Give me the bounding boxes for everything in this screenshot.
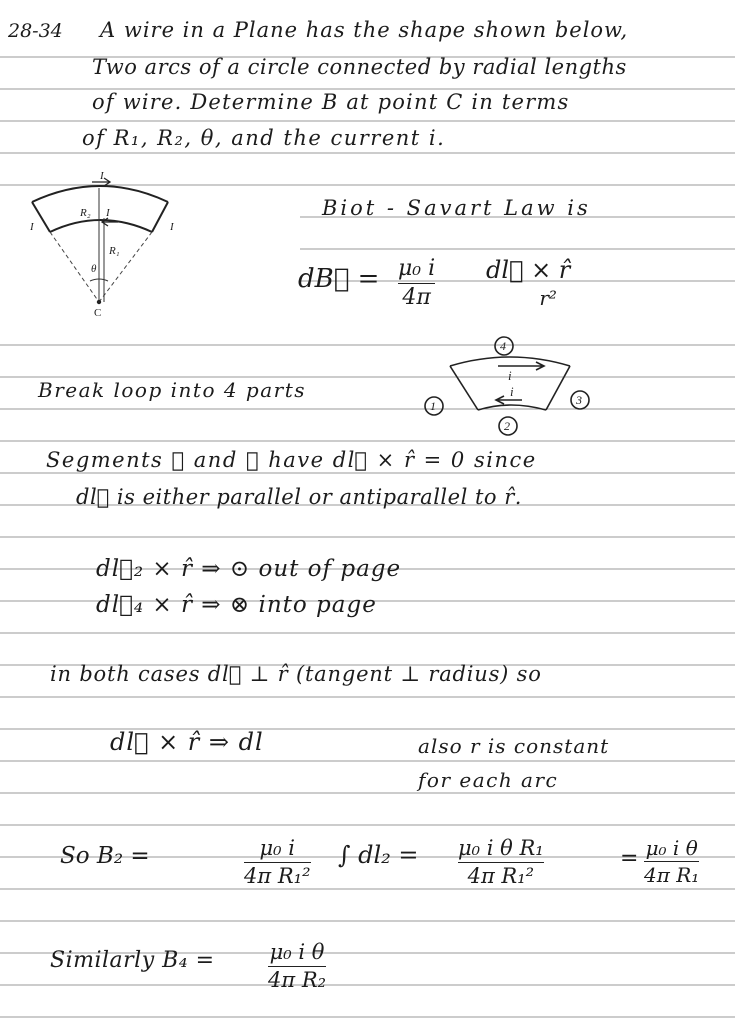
segment-2-number: 2 [504,419,510,433]
wire-figure [20,168,190,320]
segment-3-number: 3 [576,393,582,407]
segment-4-current: i [508,368,512,383]
b2-fraction-1 [244,838,311,887]
problem-line-1: A wire in a Plane has the shape shown below, [100,18,629,42]
b4-fraction [268,942,326,991]
theta-label: θ [91,263,97,275]
segment-2-current: i [510,384,514,399]
both-cases-text: in both cases dl⃗ ⊥ r̂ (tangent ⊥ radius) so [50,662,542,686]
r1-label: R₁ [109,245,120,257]
segment-2-arrow [496,396,522,404]
fraction-bar [458,862,544,863]
loop-parts-figure [412,334,600,444]
right-radius-dashed [99,232,152,302]
segment-4-number: 4 [500,339,506,353]
fraction-bar [244,862,311,863]
cross-product-4: dl⃗₄ × r̂ ⇒ ⊗ into page [96,592,377,618]
biot-savart-heading: Biot - Savart Law is [322,196,591,220]
wire-diagram [20,168,190,320]
b4-prefix: Similarly B₄ = [50,948,215,973]
problem-line-4: of R₁, R₂, θ, and the current i. [82,126,446,150]
segments-text-2: dl⃗ is either parallel or antiparallel to r̂. [76,485,522,509]
problem-line-3: of wire. Determine B at point C in terms [92,90,570,114]
b2-fraction-2 [458,838,544,887]
b4-fraction-numerator: μ₀ i θ [269,940,325,964]
also-text-1: also r is constant [418,734,610,758]
r2-label: R₂ [80,207,91,219]
integrand-numerator: dl⃗ × r̂ [486,256,571,284]
loop-parts-diagram [412,334,600,444]
inner-arc [50,220,152,232]
right-current-label: I [170,221,174,233]
biot-savart-lhs: dB⃗ = [298,264,380,294]
fraction-bar [268,966,326,967]
fraction-bar [644,861,699,862]
problem-number: 28-34 [8,20,63,42]
biot-savart-coefficient [398,258,435,309]
dl-cross-r-result: dl⃗ × r̂ ⇒ dl [110,728,264,756]
segment-1-line [450,366,478,410]
b4-fraction-denominator: 4π R₂ [268,968,327,992]
b2-fraction-3 [644,838,699,885]
b2-fraction-2-denominator: 4π R₁² [467,864,535,888]
break-loop-text: Break loop into 4 parts [38,378,307,402]
inner-current-label: I [106,207,110,219]
coefficient-denominator: 4π [402,285,431,310]
outer-arc [32,186,168,202]
b2-integral: ∫ dl₂ = [338,841,419,869]
b2-equals: = [620,846,639,871]
b2-fraction-2-numerator: μ₀ i θ R₁ [458,836,544,860]
problem-line-2: Two arcs of a circle connected by radial lengths [92,55,627,79]
segment-2-arc [478,405,546,410]
coefficient-numerator: μ₀ i [398,256,436,281]
segment-4-arrow [498,362,544,370]
cross-product-2: dl⃗₂ × r̂ ⇒ ⊙ out of page [96,556,402,582]
right-radial-segment [152,202,168,232]
left-radial-segment [32,202,50,232]
b2-prefix: So B₂ = [60,843,150,869]
b2-fraction-3-numerator: μ₀ i θ [645,836,698,860]
integrand-denominator: r² [539,286,557,310]
point-c-label: C [94,307,102,319]
point-c-dot [97,300,101,304]
b2-fraction-1-denominator: 4π R₁² [244,864,311,888]
outer-current-label: I [100,170,104,182]
left-current-label: I [30,221,34,233]
also-text-2: for each arc [418,768,559,792]
segment-1-number: 1 [430,399,436,413]
b2-fraction-3-denominator: 4π R₁ [644,863,700,887]
segments-text-1: Segments ① and ③ have dl⃗ × r̂ = 0 since [46,448,537,472]
segment-3-line [546,366,570,410]
fraction-bar [398,283,435,284]
biot-savart-integrand [486,258,570,309]
segment-4-arc [450,357,570,366]
b2-fraction-1-numerator: μ₀ i [259,836,295,860]
